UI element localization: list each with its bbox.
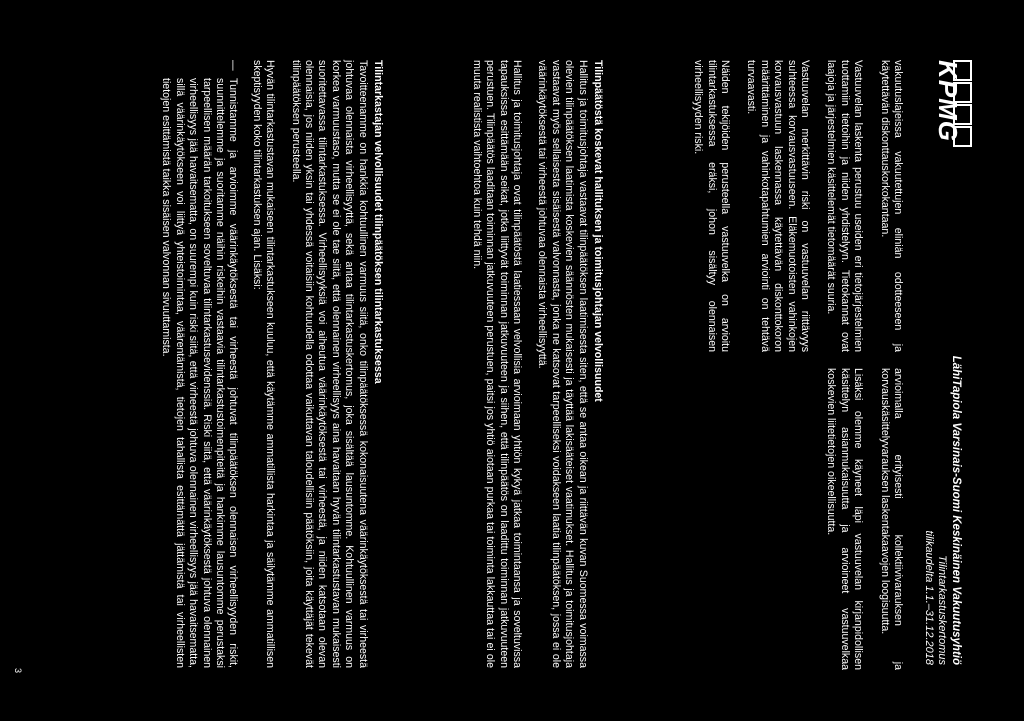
list-item: — Tunnistamme ja arvioimme väärinkäytöksestä tai virheestä johtuvat tilinpäätöksen olennaisen virheellisyyden riskit, suunnittelemme ja suoritamme näihin riskeihin vastaavia tilintarkastustoimenpiteitä ja hankimme lausuntomme perustaksi tarpeellisen määrän tarkoitukseen soveltuvaa tilintarkastusevidenssiä. Riski siitä, että väärinkäytöksestä johtuva olennainen virheellisyys jää havaitsematta, on suurempi kuin riski siitä, että virheestä johtuva olennainen virheellisyys jää havaitsematta, sillä väärinkäytökseen voi liittyä yhteistoimintaa, väärentämistä, tietojen tahallista esittämättä jättämistä tai virheellisten tietojen esittämistä taikka sisäisen valvonnan sivuuttamista. [159, 78, 239, 668]
left-column [691, 60, 904, 352]
paragraph: Näiden tekijöiden perusteella vastuuvelka on arvioitu tilintarkastuksessa eräksi, johon sisältyy olennaisen virheellisyyden riski. [692, 60, 731, 352]
bullet-list [159, 60, 239, 668]
paragraph: Lisäksi olemme käyneet läpi vastuuvelan kirjanpidollisen käsittelyn asianmukaisuutta ja arvioineet vastuuvelkaa koskevien liitetietojen oikeellisuutta. [825, 368, 865, 670]
paragraph: Hallitus ja toimitusjohtaja vastaavat tilinpäätöksen laatimisesta siten, että se antaa oikean ja riittävän kuvan Suomessa voimassa olevien tilinpäätöksen laatimista koskevien säännösten mukaisesti ja täyttää lakisääteiset vaatimukset. Hallitus ja toimitusjohtaja vastaavat myös sellaisesta sisäisestä valvonnasta, jonka ne katsovat tarpeelliseksi voidakseen laatia tilinpäätöksen, jossa ei ole väärinkäytöksestä tai virheestä johtuvaa olennaista virheellisyyttä. [536, 60, 589, 668]
fiscal-period: tilikaudelta 1.1.–31.12.2018 [923, 530, 935, 665]
paragraph: Vastuuvelan laskenta perustuu useiden eri tietojärjestelmien tuottamiin tietoihin ja niiden yhdistelyyn. Tietokannat ovat laajoja ja järjestelmien käsittelemät tietomäärät suuria. [825, 60, 865, 352]
right-column [824, 368, 904, 670]
paragraph: arvioimalla erityisesti kollektiivivarauksen ja korvauskäsittelyvarauksen laskentakaavojen loogisuutta. [878, 368, 904, 670]
logo-wordmark: KPMG [933, 60, 963, 142]
paragraph: vakuutuslajeissa vakuutettujen eliniän odotteeseen ja käytettävän diskonttauskorkokantaan. [878, 60, 904, 352]
company-name: LähiTapiola Varsinais-Suomi Keskinäinen Vakuutusyhtiö [950, 355, 962, 665]
section-auditor-responsibilities [159, 60, 384, 668]
section-heading: Tilintarkastajan velvollisuudet tilinpäätöksen tilintarkastuksessa [372, 60, 384, 384]
document-header [922, 356, 963, 665]
paragraph: Hyvän tilintarkastustavan mukaiseen tilintarkastukseen kuuluu, että käytämme ammatillista harkintaa ja säilytämme ammatillisen skeptisyyden koko tilintarkastuksen ajan. Lisäksi: [250, 60, 277, 668]
section-management-responsibilities [469, 60, 604, 668]
paragraph: Vastuuvelan merkittävin riski on vastuuvelan riittävyys suhteessa korvausvastuuseen. Eläkemuotoisten vahinkojen korvausvastuun laskennassa käytettävän diskonttokoron määrittäminen ja vahinkotapahtumien arviointi on tehtävä turvaavasti. [745, 60, 811, 352]
document-type: Tilintarkastuskertomus [936, 555, 949, 665]
paragraph: Tavoitteenamme on hankkia kohtuullinen varmuus siitä, onko tilinpäätöksessä kokonaisuutena väärinkäytöksestä tai virheestä johtuvaa olennaista virheellisyyttä, sekä antaa tilintarkastuskertomus, joka sisältää lausuntomme. Kohtuullinen varmuus on korkea varmuustaso, mutta se ei ole tae siitä, että olennainen virheellisyys aina havaitaan hyvän tilintarkastustavan mukaisesti suoritettavassa tilintarkastuksessa. Virheellisyyksiä voi aiheutua väärinkäytöksestä tai virheestä, ja niiden katsotaan olevan olennaisia, jos niiden yksin tai yhdessä voitaisiin kohtuudella odottaa vaikuttavan taloudellisiin päätöksiin, joita käyttäjät tekevät tilinpäätöksen perusteella. [289, 60, 369, 668]
page-number: 3 [13, 668, 23, 674]
section-heading: Tilinpäätöstä koskevat hallituksen ja toimitusjohtajan velvollisuudet [592, 60, 604, 402]
kpmg-logo [933, 60, 972, 152]
paragraph: Hallitus ja toimitusjohtaja ovat tilinpäätöstä laatiessaan velvollisia arvioimaan yhtiön kykyä jatkaa toimintaansa ja soveltuvissa tapauksissa esittämään seikat, jotka liittyvät toiminnan jatkuvuuteen ja siihen, että tilinpäätös on laadittu toiminnan jatkuvuuteen perustuen. Tilinpäätös laaditaan toiminnan jatkuvuuteen perustuen, paitsi jos yhtiö aiotaan purkaa tai toiminta lakkauttaa tai ei ole muuta realistista vaihtoehtoa kuin tehdä niin. [470, 60, 523, 668]
